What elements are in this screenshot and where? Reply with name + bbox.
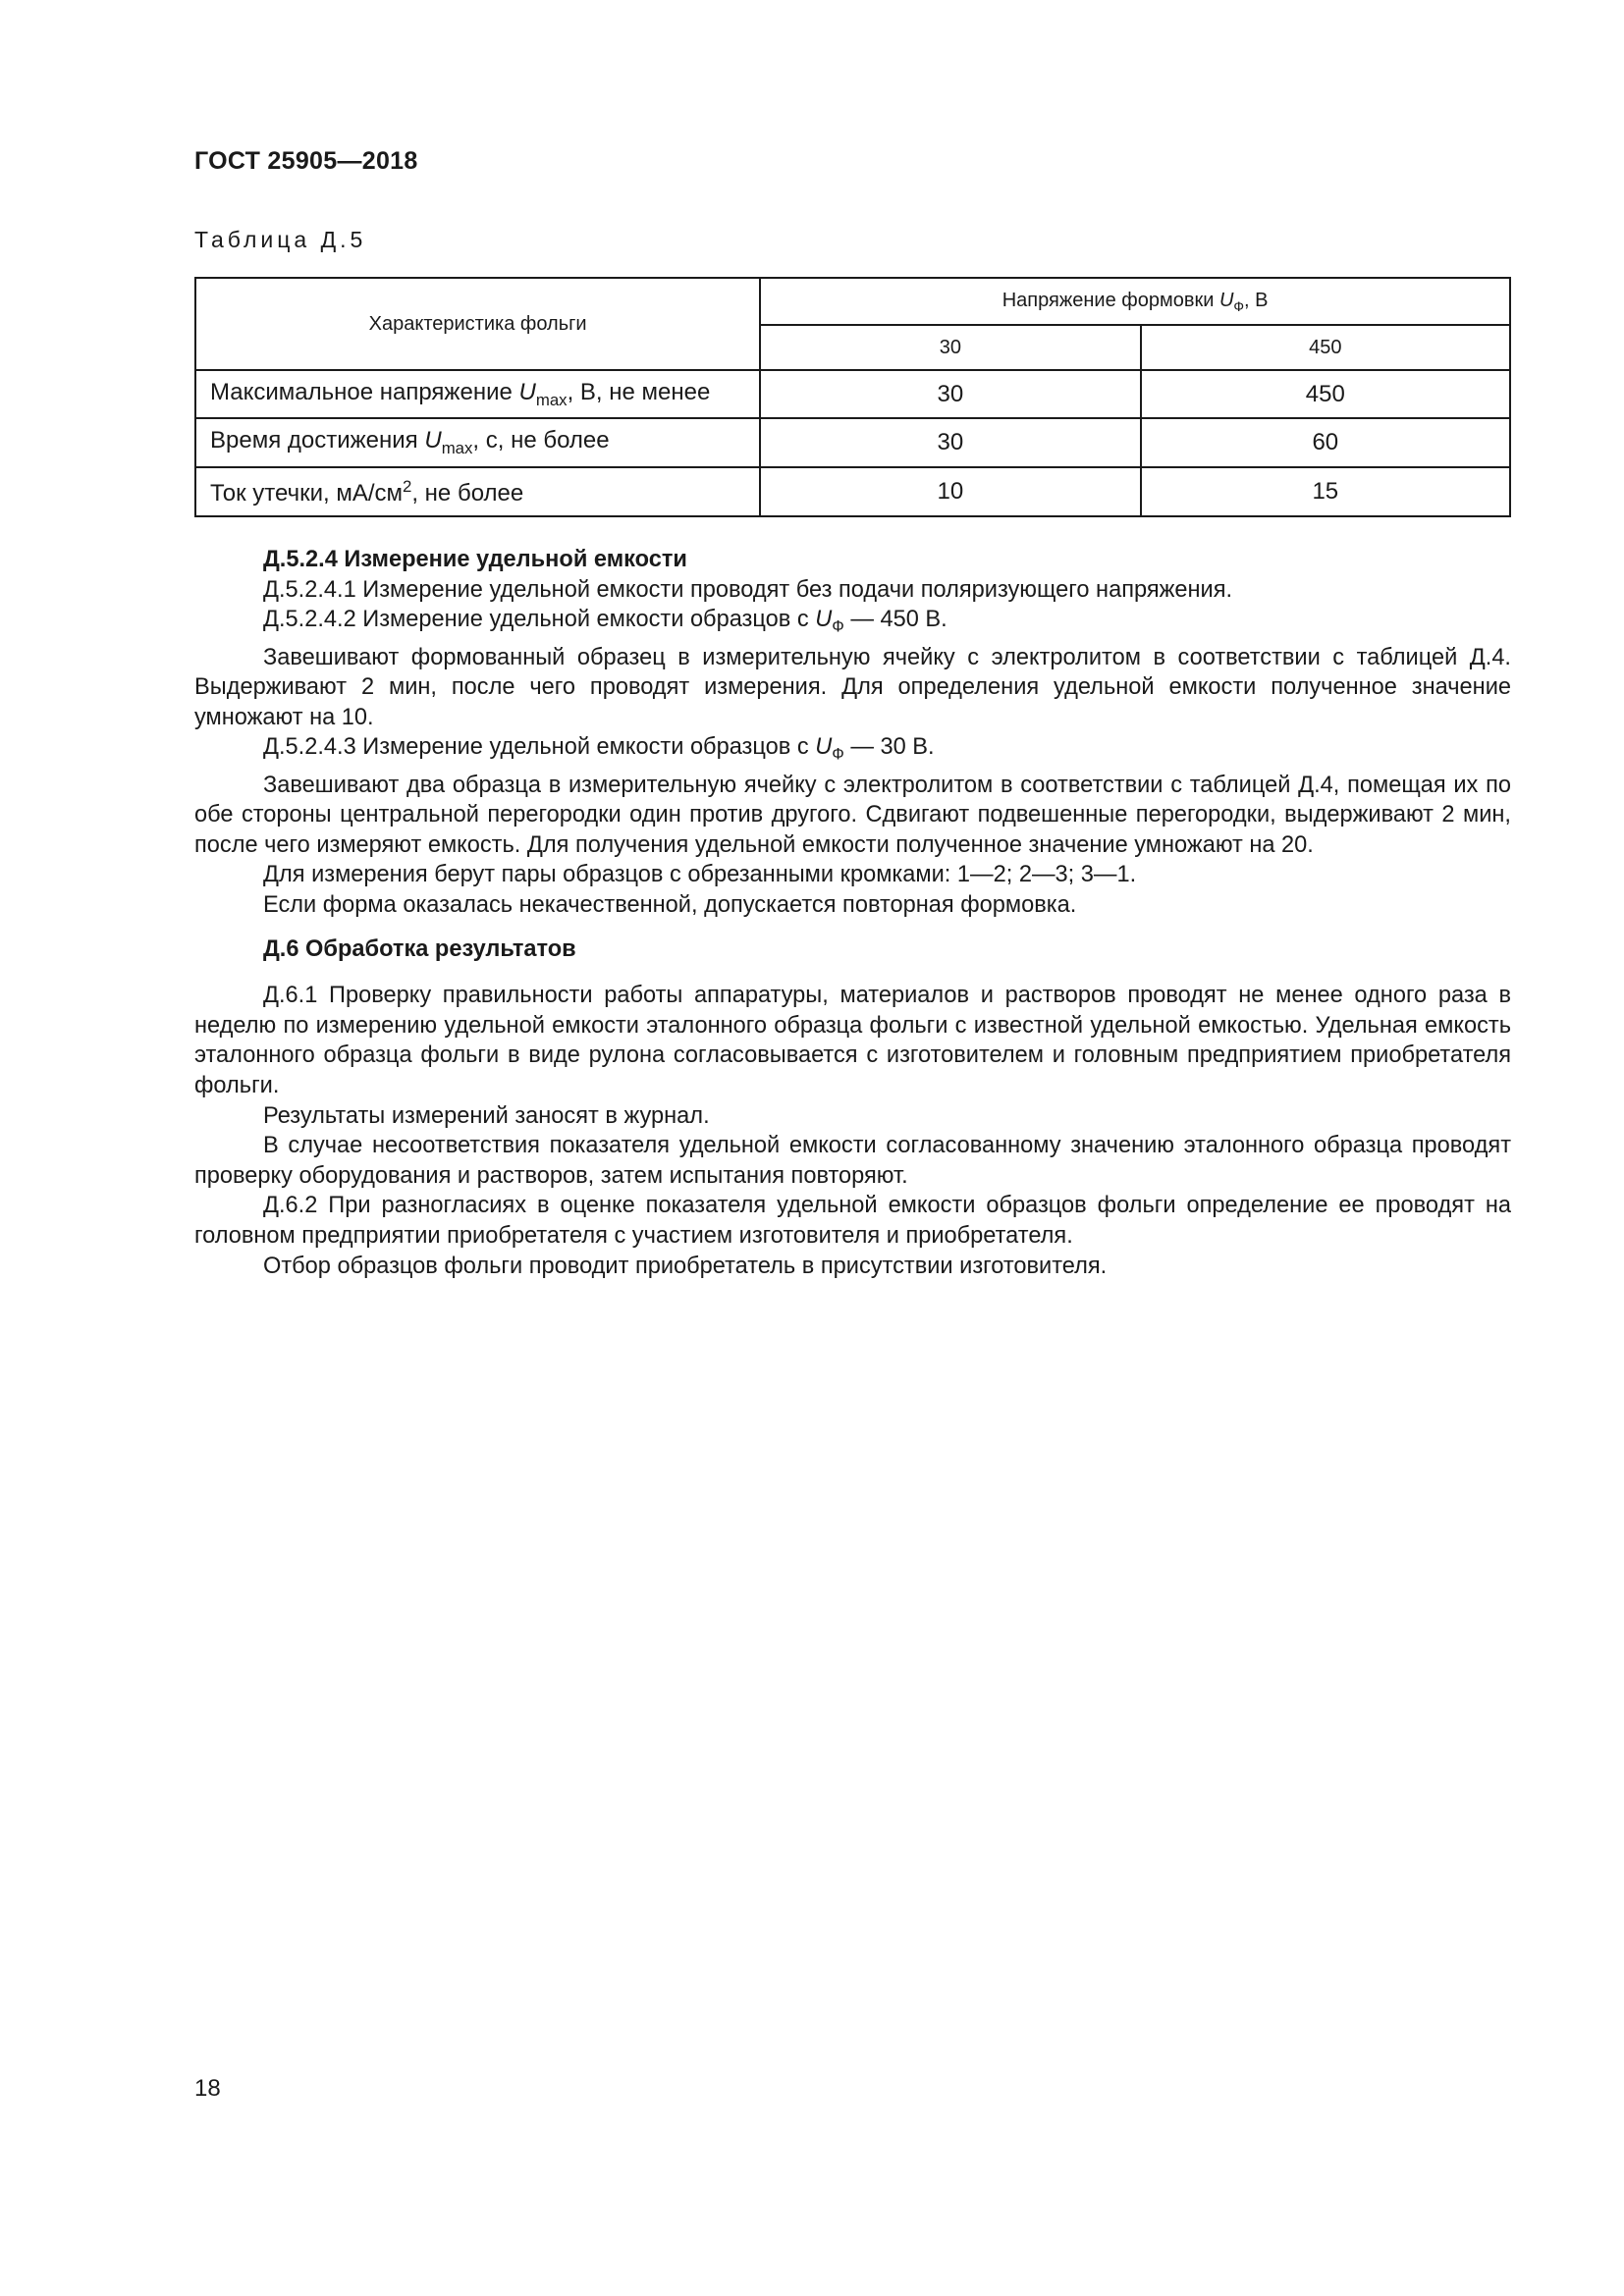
section-heading: Д.5.2.4 Измерение удельной емкости — [263, 547, 687, 572]
row-label: Время достижения $U_{max}$, с, не более — [195, 418, 760, 467]
table-cell: 450 — [1141, 370, 1510, 418]
paragraph: Д.6.1 Проверку правильности работы аппаратуры, материалов и растворов проводят не менее одного раза в неделю по измерению удельной емкости эталонного образца фольги с известной удельной емкостью. Удельная емкость эталонного образца фольги в виде рулона согласовывается с изготовителем и головным предприятием приобретателя фольги. — [194, 983, 1511, 1098]
paragraph: Для измерения берут пары образцов с обрезанными кромками: 1—2; 2—3; 3—1. — [263, 862, 1137, 888]
paragraph: Д.6.2 При разногласиях в оценке показателя удельной емкости образцов фольги определение ее проводят на головном предприятии приобретателя с участием изготовителя и приобретателя. — [194, 1193, 1511, 1249]
paragraph: Результаты измерений заносят в журнал. — [263, 1102, 710, 1129]
table-row — [195, 370, 1510, 418]
column-header-voltage: 30 — [760, 325, 1140, 370]
table-caption: Таблица Д.5 — [194, 227, 367, 252]
paragraph: Если форма оказалась некачественной, допускается повторная формовка. — [263, 891, 1077, 918]
table-header-row — [195, 278, 1510, 325]
foil-characteristics-table — [194, 277, 1511, 517]
row-label: Ток утечки, $мА/см^2$, не более — [195, 467, 760, 516]
document-title: ГОСТ 25905—2018 — [194, 147, 418, 175]
body-text — [194, 544, 1511, 1281]
section-heading: Д.6 Обработка результатов — [263, 935, 576, 962]
paragraph: В случае несоответствия показателя удельной емкости согласованному значению эталонного образца проводят проверку оборудования и растворов, затем испытания повторяют. — [194, 1133, 1511, 1189]
table-cell: 10 — [760, 467, 1140, 516]
paragraph: Завешивают два образца в измерительную ячейку с электролитом в соответствии с таблицей Д.4, помещая их по обе стороны центральной перегородки один против другого. Сдвигают подвешенные перегородки, выдерживают 2 мин, после чего измеряют емкость. Для получения удельной емкости полученное значение умножают на 20. — [194, 772, 1511, 858]
table-cell: 15 — [1141, 467, 1510, 516]
page-number: 18 — [194, 2075, 221, 2102]
table-cell: 30 — [760, 370, 1140, 418]
table-row — [195, 418, 1510, 467]
table-cell: 60 — [1141, 418, 1510, 467]
paragraph: Д.5.2.4.1 Измерение удельной емкости проводят без подачи поляризующего напряжения. — [263, 576, 1233, 603]
paragraph: Завешивают формованный образец в измерительную ячейку с электролитом в соответствии с таблицей Д.4. Выдерживают 2 мин, после чего проводят измерения. Для определения удельной емкости полученное значение умножают на 10. — [194, 644, 1511, 730]
paragraph: Д.5.2.4.3 Измерение удельной емкости образцов с $U_Ф$ — 30 В. — [263, 734, 935, 764]
row-label: Максимальное напряжение $U_{max}$, В, не менее — [195, 370, 760, 418]
paragraph: Отбор образцов фольги проводит приобретатель в присутствии изготовителя. — [263, 1253, 1108, 1279]
table-cell: 30 — [760, 418, 1140, 467]
column-header-voltage: 450 — [1141, 325, 1510, 370]
paragraph: Д.5.2.4.2 Измерение удельной емкости образцов с $U_Ф$ — 450 В. — [263, 607, 947, 636]
table-row — [195, 467, 1510, 516]
column-header-characteristic: Характеристика фольги — [195, 278, 760, 370]
column-header-forming-voltage: Напряжение формовки $U_Ф$, В — [760, 278, 1510, 325]
